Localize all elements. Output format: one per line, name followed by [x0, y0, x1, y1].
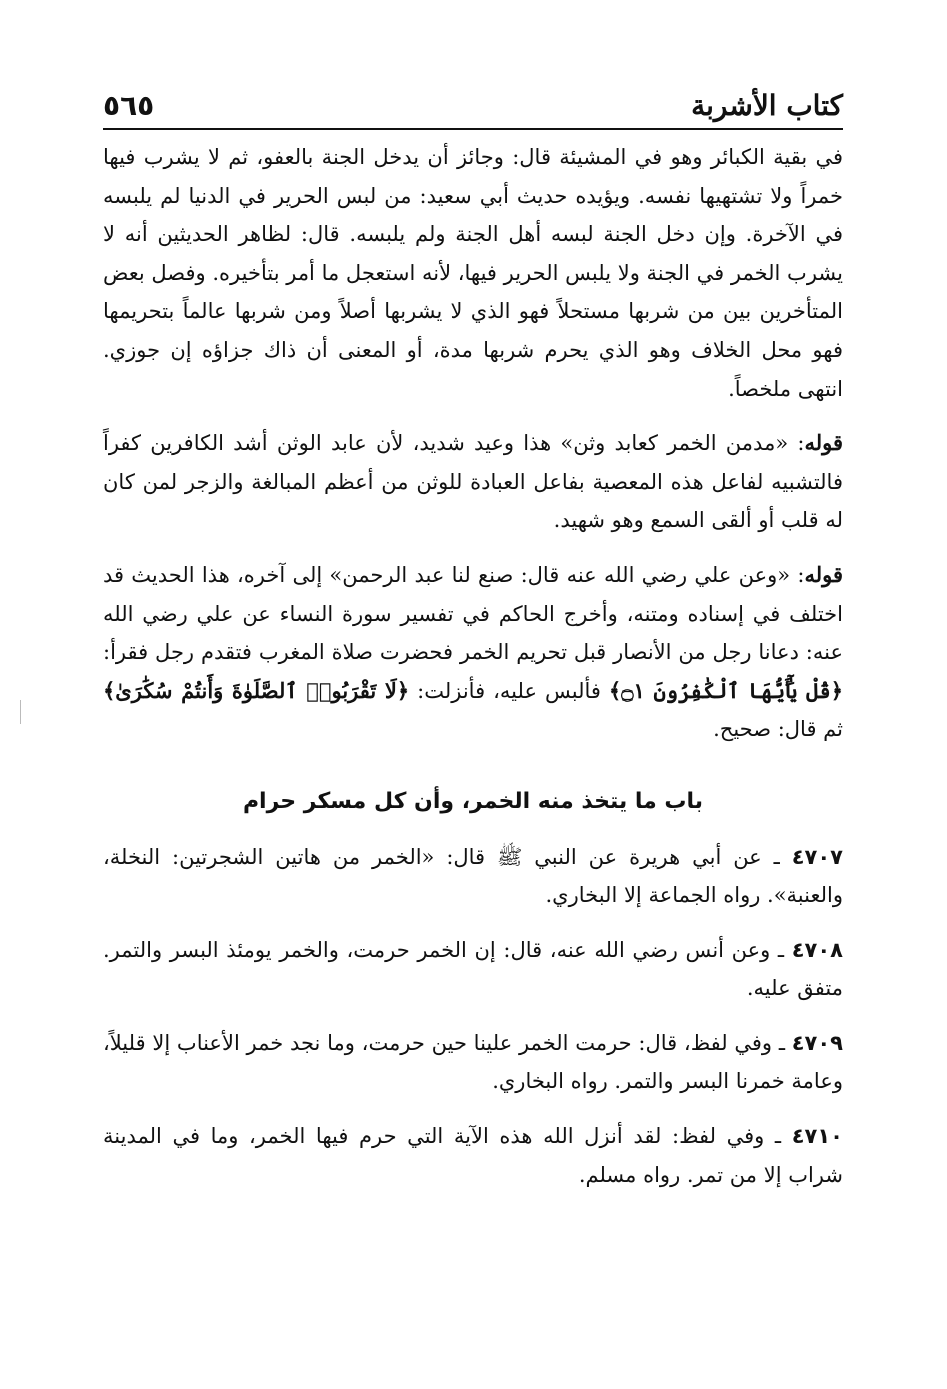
- paragraph-text: فألبس عليه، فأنزلت:: [409, 678, 609, 703]
- margin-mark: [20, 700, 21, 724]
- hadith-entry: [103, 1024, 843, 1101]
- paragraph-text: : «وعن علي رضي الله عنه قال: صنع لنا عبد الرحمن» إلى آخره، هذا الحديث قد اختلف في إسناده ومتنه، وأخرج الحاكم في تفسير سورة النساء عن علي رضي الله عنه: دعانا رجل من الأنصار قبل تحريم الخمر فحضرت صلاة المغرب فتقدم رجل فقرأ:: [103, 562, 843, 665]
- hadith-text: ـ وفي لفظ: لقد أنزل الله هذه الآية التي حرم فيها الخمر، وما في المدينة شراب إلا من تمر. رواه مسلم.: [103, 1124, 843, 1187]
- quran-verse: ﴿قُلْ يَٰٓأَيُّهَا ٱلْكَٰفِرُونَ ۝١﴾: [608, 677, 843, 703]
- hadith-number: ٤٧٠٧: [791, 844, 843, 869]
- commentary-paragraph: [103, 556, 843, 749]
- quran-verse: ﴿لَا تَقْرَبُوا۟ ٱلصَّلَوٰةَ وَأَنتُمْ سُكَٰرَىٰ﴾: [103, 677, 410, 703]
- chapter-heading: باب ما يتخذ منه الخمر، وأن كل مسكر حرام: [242, 788, 704, 814]
- page-header: [103, 78, 843, 130]
- hadith-number: ٤٧٠٩: [791, 1030, 843, 1055]
- page-number: ٥٦٥: [103, 89, 155, 122]
- page-body: [103, 138, 843, 1194]
- hadith-entry: [103, 838, 843, 915]
- book-title: كتاب الأشربة: [691, 89, 843, 122]
- hadith-entry: [103, 931, 843, 1008]
- hadith-text: ـ وفي لفظ، قال: حرمت الخمر علينا حين حرمت، وما نجد خمر الأعناب إلا قليلاً، وعامة خمرنا البسر والتمر. رواه البخاري.: [103, 1030, 843, 1094]
- commentary-paragraph: [103, 138, 843, 408]
- qawluhu-keyword: قوله: [804, 561, 843, 587]
- paragraph-text: ثم قال: صحيح.: [713, 717, 843, 742]
- paragraph-text: : «مدمن الخمر كعابد وثن» هذا وعيد شديد، لأن عابد الوثن أشد الكافرين كفراً فالتشبيه لفاعل هذه المعصية بفاعل العبادة للوثن من أعظم المبالغة والزجر لمن كان له قلب أو ألقى السمع وهو شهيد.: [103, 431, 843, 533]
- paragraph-text: في بقية الكبائر وهو في المشيئة قال: وجائز أن يدخل الجنة بالعفو، ثم لا يشرب فيها خمراً ولا تشتهيها نفسه. ويؤيده حديث أبي سعيد: من لبس الحرير في الدنيا لم يلبسه في الآخرة. وإن دخل الجنة لبسه أهل الجنة ولم يلبسه. قال: لظاهر الحديثين أنه لا يشرب الخمر في الجنة ولا يلبس الحرير فيها، لأنه استعجل ما أمر بتأخيره. وفصل بعض المتأخرين بين من شربها مستحلاً فهو الذي لا يشربها أصلاً ومن شربها عالماً بتحريمها فهو محل الخلاف وهو الذي يحرم شربها مدة، أو المعنى أن ذاك جزاؤه إن جوزي. انتهى ملخصاً.: [103, 145, 843, 401]
- hadith-text: ـ عن أبي هريرة عن النبي ﷺ قال: «الخمر من هاتين الشجرتين: النخلة، والعنبة». رواه الجماعة إلا البخاري.: [103, 844, 843, 908]
- commentary-paragraph: [103, 424, 843, 540]
- hadith-text: ـ وعن أنس رضي الله عنه، قال: إن الخمر حرمت، والخمر يومئذ البسر والتمر. متفق عليه.: [103, 937, 843, 1001]
- hadith-number: ٤٧٠٨: [791, 937, 843, 962]
- hadith-entry: [103, 1117, 843, 1194]
- qawluhu-keyword: قوله: [804, 430, 843, 456]
- hadith-number: ٤٧١٠: [791, 1124, 843, 1149]
